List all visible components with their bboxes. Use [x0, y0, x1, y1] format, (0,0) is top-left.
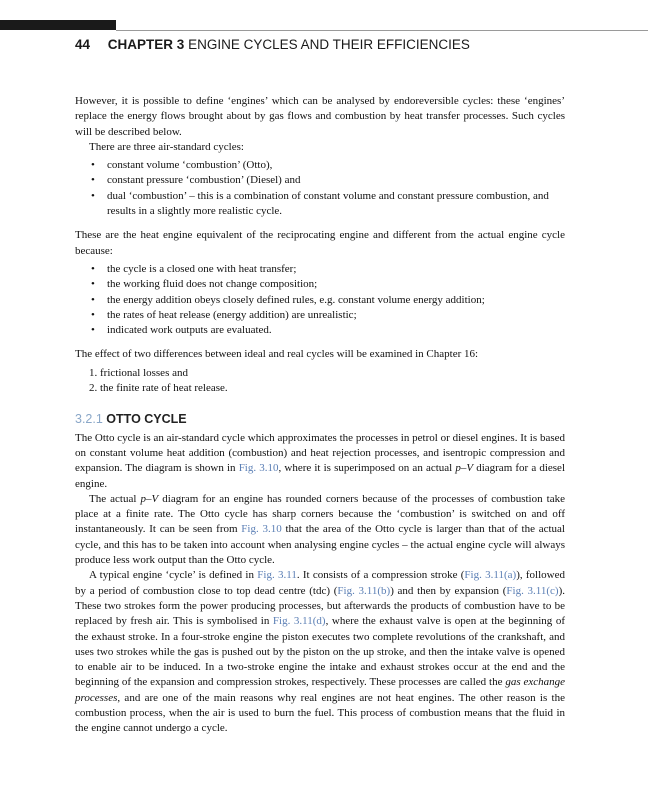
- page-number: 44: [75, 37, 91, 52]
- header-bar-decoration: [0, 20, 116, 30]
- page-body: [75, 94, 565, 737]
- header-rule: [116, 30, 648, 31]
- list-item: 2. the finite rate of heat release.: [89, 382, 228, 395]
- otto-paragraph-1: The Otto cycle is an air-standard cycle which approximates the processes in petrol or diesel engines. It is based on constant volume heat addition (combustion) and heat rejection processes, and isentropic compression and expansion. The diagram is shown in Fig. 3.10, where it is superimposed on an actual p–V diagram for a diesel engine.: [75, 431, 565, 490]
- running-header: [75, 37, 470, 52]
- air-standard-cycle-list: [75, 158, 565, 219]
- figure-link[interactable]: Fig. 3.11: [257, 569, 297, 582]
- list-item: • constant volume ‘combustion’ (Otto),: [91, 159, 273, 172]
- section-number: 3.2.1: [75, 412, 103, 427]
- list-item: • the energy addition obeys closely defined rules, e.g. constant volume energy addition;: [91, 293, 485, 306]
- otto-paragraph-3: A typical engine ‘cycle’ is defined in Fig. 3.11. It consists of a compression stroke (Fig. 3.11(a)), followed by a period of combustion close to top dead centre (tdc) (Fig. 3.11(b)) and then by expansion (Fig. 3.11(c)). These two strokes form the power producing processes, but afterwards the products of combustion have to be replaced by fresh air. This is symbolised in Fig. 3.11(d), where the exhaust valve is open at the beginning of the exhaust stroke. In a four-stroke engine the piston executes two complete revolutions of the crankshaft, and uses two strokes while the gas is pushed out by the piston on the up stroke, and then the intake valve is opened to enable air to be induced. In a two-stroke engine the intake and exhaust strokes occur at the end and the beginning of the expansion and compression strokes, respectively. These processes are called the gas exchange processes, and are one of the main reasons why real engines are not heat engines. The other reason is the combustion process, when the air is used to burn the fuel. This process of combustion means that the fluid in the engine cannot undergo a cycle.: [75, 569, 565, 735]
- air-standard-lead: There are three air-standard cycles:: [89, 140, 244, 153]
- differences-list: [75, 262, 565, 338]
- intro-paragraph: However, it is possible to define ‘engines’ which can be analysed by endoreversible cycles: these ‘engines’ replace the energy flows brought about by gas flows and combustion by heat transfer processes. Such cycles will be described below.: [75, 95, 565, 138]
- figure-link[interactable]: Fig. 3.11(c): [506, 584, 559, 597]
- chapter-label: CHAPTER 3: [107, 37, 185, 52]
- figure-link[interactable]: Fig. 3.11(d): [272, 615, 326, 628]
- otto-paragraph-2: The actual p–V diagram for an engine has rounded corners because of the processes of combustion take place at a finite rate. The Otto cycle has sharp corners because the ‘combustion’ is switched on and off instantaneously. It can be seen from Fig. 3.10 that the area of the Otto cycle is larger than that of the actual cycle, and this has to be taken into account when analysing engine cycles – the actual engine cycle will always produce less work output than the Otto cycle.: [75, 492, 565, 567]
- figure-link[interactable]: Fig. 3.10: [241, 523, 282, 536]
- differences-lead: These are the heat engine equivalent of the reciprocating engine and different from the actual engine cycle because:: [75, 229, 565, 257]
- list-item: 1. frictional losses and: [89, 366, 188, 379]
- list-item: • dual ‘combustion’ – this is a combination of constant volume and constant pressure combustion, and results in a slightly more realistic cycle.: [91, 189, 549, 218]
- section-heading: [75, 412, 565, 427]
- chapter-title: ENGINE CYCLES AND THEIR EFFICIENCIES: [188, 37, 470, 52]
- list-item: • indicated work outputs are evaluated.: [91, 324, 272, 337]
- effect-list: [75, 366, 565, 397]
- section-title: OTTO CYCLE: [106, 412, 187, 427]
- list-item: • the cycle is a closed one with heat transfer;: [91, 262, 297, 275]
- list-item: • the rates of heat release (energy addition) are unrealistic;: [91, 308, 357, 321]
- figure-link[interactable]: Fig. 3.11(b): [337, 584, 391, 597]
- emphasized-term: gas exchange processes: [75, 676, 565, 704]
- figure-link[interactable]: Fig. 3.10: [238, 462, 279, 475]
- effect-lead: The effect of two differences between ideal and real cycles will be examined in Chapter 16:: [75, 348, 479, 361]
- figure-link[interactable]: Fig. 3.11(a): [464, 569, 517, 582]
- list-item: • constant pressure ‘combustion’ (Diesel) and: [91, 174, 301, 187]
- list-item: • the working fluid does not change composition;: [91, 278, 318, 291]
